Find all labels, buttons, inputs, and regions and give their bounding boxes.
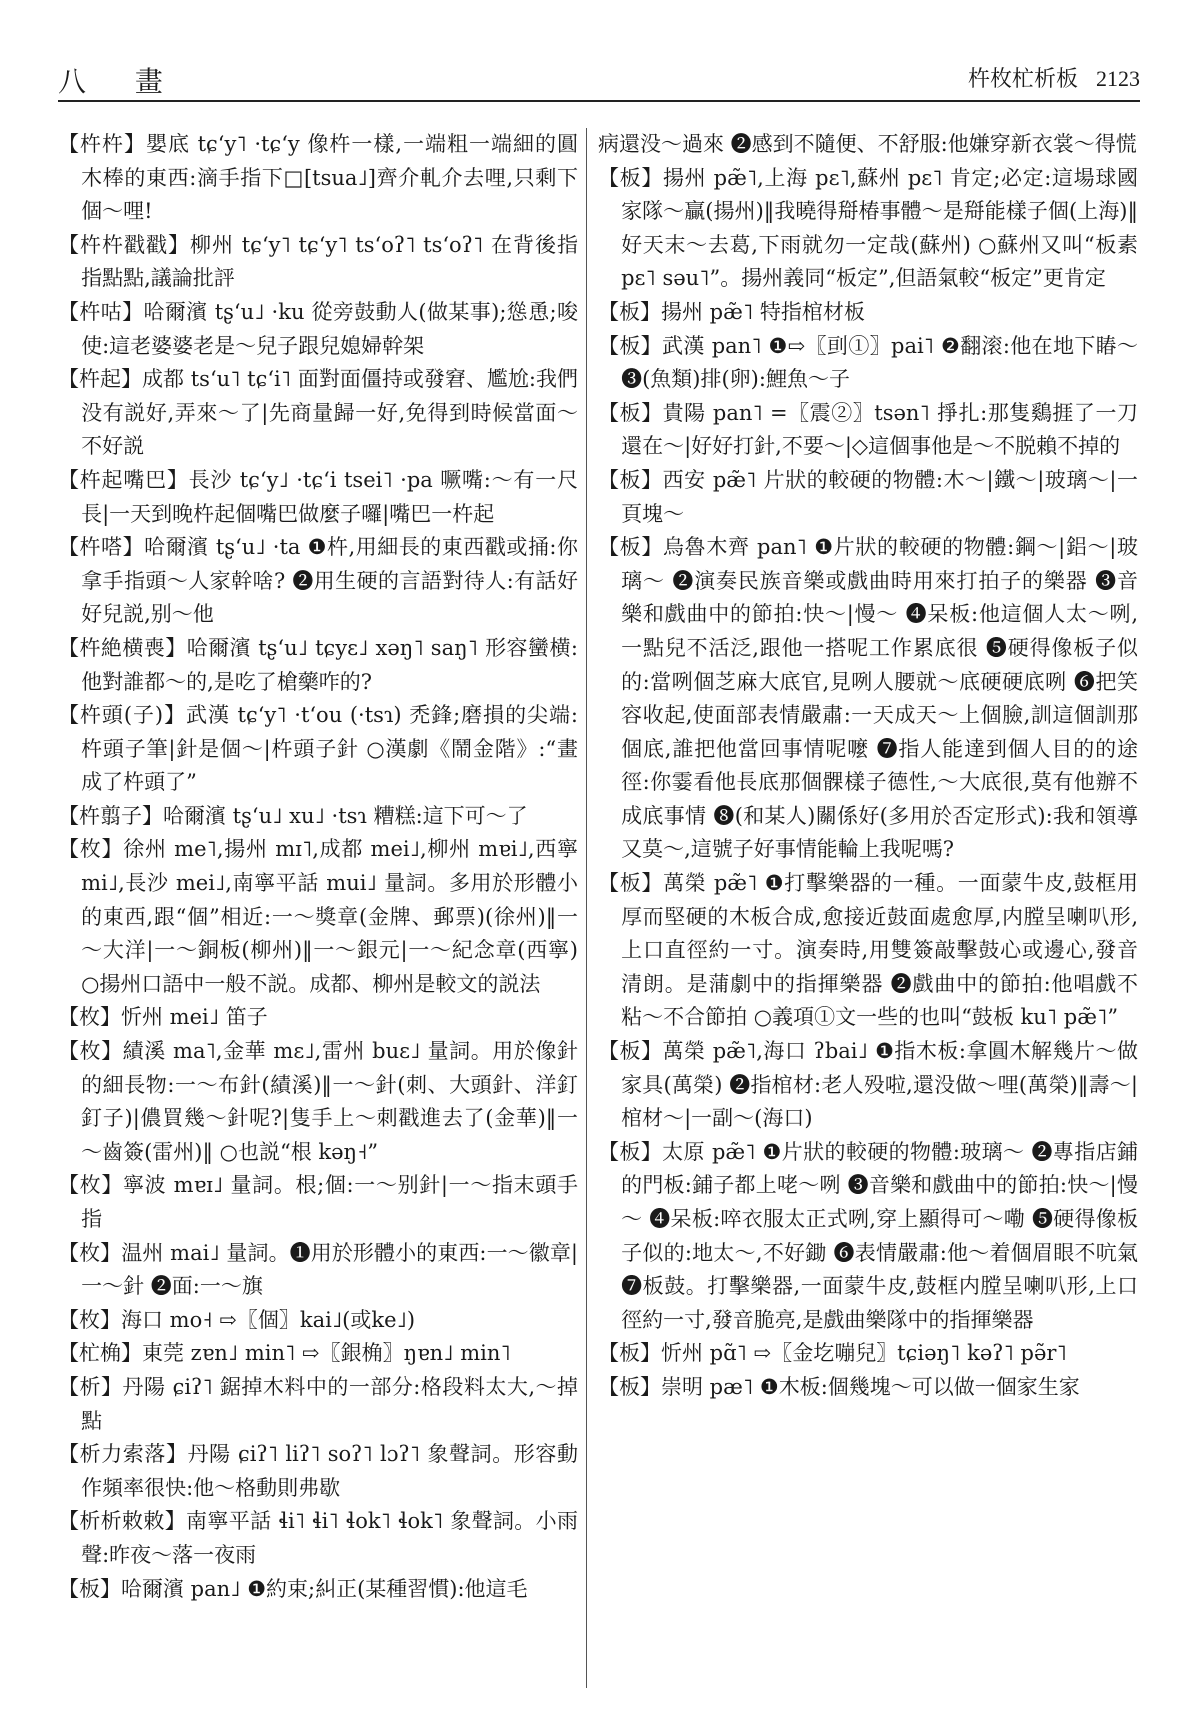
dictionary-entry: 【板】揚州 pæ̃˥,上海 pɛ˥,蘇州 pɛ˥ 肯定;必定:這場球國家隊～贏(揚州)‖我曉得搿椿事體～是搿能樣子個(上海)‖好天末～去葛,下雨就勿一定哉(蘇州) ○蘇州又叫“板素 pɛ˥ səu˥”。揚州義同“板定”,但語氣較“板定”更肯定 xyxy=(598,165,1138,291)
dictionary-entry: 【枚】海口 mo˧ ⇨〖個〗kai˩(或ke˩) xyxy=(58,1307,416,1332)
dictionary-entry: 【杵嗒】哈爾濱 tʂʻu˩ ·ta ❶杵,用細長的東西戳或捅:你拿手指頭～人家幹啥? ❷用生硬的言語對待人:有話好好兒説,别～他 xyxy=(58,535,578,627)
dictionary-entry: 【析力索落】丹陽 ɕiʔ˥ liʔ˥ soʔ˥ lɔʔ˥ 象聲詞。形容動作頻率很快:他～格動則弗歇 xyxy=(58,1442,578,1500)
dictionary-entry: 【枚】徐州 me˥,揚州 mɪ˥,成都 mei˩,柳州 mɐi˩,西寧 mi˩,長沙 mei˩,南寧平話 mui˩ 量詞。多用於形體小的東西,跟“個”相近:一～獎章(金牌、郵票)(徐州)‖一～大洋|一～銅板(柳州)‖一～銀元|一～紀念章(西寧) ○揚州口語中一般不説。成都、柳州是較文的説法 xyxy=(58,837,578,996)
dictionary-entry: 【枚】温州 mai˩ 量詞。❶用於形體小的東西:一～徽章|一～針 ❷面:一～旗 xyxy=(58,1240,578,1299)
dictionary-entry: 【板】貴陽 pan˥ =〖震②〗tsən˥ 掙扎:那隻鷄捱了一刀還在～|好好打針,不要～|◇這個事他是～不脱賴不掉的 xyxy=(598,400,1138,459)
dictionary-entry: 【板】萬榮 pæ̃˥ ❶打擊樂器的一種。一面蒙牛皮,鼓框用厚而堅硬的木板合成,愈接近鼓面處愈厚,内膛呈喇叭形,上口直徑約一寸。演奏時,用雙簽敲擊鼓心或邊心,發音清朗。是蒲劇中的指揮樂器 ❷戲曲中的節拍:他唱戲不粘～不合節拍 ○義項①文一些的也叫“鼓板 ku˥ pæ̃˥” xyxy=(598,871,1138,1030)
dictionary-entry: 【杵翦子】哈爾濱 tʂʻu˩ xu˩ ·tsɿ 糟糕:這下可～了 xyxy=(58,803,528,828)
dictionary-entry: 【板】西安 pæ̃˥ 片狀的較硬的物體:木～|鐵～|玻璃～|一頁塊～ xyxy=(598,467,1138,526)
dictionary-entry: 【杵絶横喪】哈爾濱 tʂʻu˩ tɕyɛ˩ xəŋ˥ saŋ˥ 形容蠻横:他對誰都～的,是吃了槍藥咋的? xyxy=(58,635,578,694)
dictionary-entry: 【杵杵戳戳】柳州 tɕʻy˥ tɕʻy˥ tsʻoʔ˥ tsʻoʔ˥ 在背後指指點點,議論批評 xyxy=(58,232,578,291)
dictionary-entry: 【析】丹陽 ɕiʔ˥ 鋸掉木料中的一部分:格段料太大,～掉點 xyxy=(58,1374,578,1433)
dictionary-entry: 【板】崇明 pæ˥ ❶木板:個幾塊～可以做一個家生家 xyxy=(598,1374,1080,1399)
dictionary-entry: 【板】武漢 pan˥ ❶⇨〖刯①〗pai˥ ❷翻滚:他在地下睶～ ❸(魚類)排(卵):鯉魚～子 xyxy=(598,333,1138,392)
dictionary-entry: 【杵起】成都 tsʻu˥ tɕʻi˥ 面對面僵持或發窘、尷尬:我們没有説好,弄來～了|先商量歸一好,免得到時候當面～不好説 xyxy=(58,367,578,459)
dictionary-entry: 【枚】忻州 mei˩ 笛子 xyxy=(58,1005,268,1030)
dictionary-entry: 【枚】寧波 mɐɪ˩ 量詞。根;個:一～别針|一～指末頭手指 xyxy=(58,1173,578,1231)
right-column xyxy=(598,128,1138,1708)
dictionary-entry: 病還没～過來 ❷感到不隨便、不舒服:他嫌穿新衣裳～得慌 xyxy=(598,132,1137,156)
dictionary-entry: 【板】萬榮 pæ̃˥,海口 ʔbai˩ ❶指木板:拿圓木解幾片～做家具(萬榮) ❷指棺材:老人殁啦,還没做～哩(萬榮)‖壽～|棺材～|一副～(海口) xyxy=(598,1039,1138,1131)
dictionary-entry: 【杵咕】哈爾濱 tʂʻu˩ ·ku 從旁鼓動人(做某事);慫恿;唆使:這老婆婆老是～兒子跟兒媳婦幹架 xyxy=(58,299,578,358)
column-divider xyxy=(586,128,587,1688)
headwords: 杵枚杧析板 xyxy=(967,67,1078,92)
dictionary-entry: 【杧桷】東莞 zɐn˩ min˥ ⇨〖銀桷〗ŋɐn˩ min˥ xyxy=(58,1341,511,1366)
dictionary-entry: 【杵起嘴巴】長沙 tɕʻy˩ ·tɕʻi tsei˥ ·pa 噘嘴:～有一尺長|一天到晚杵起個嘴巴做麼子囉|嘴巴一杵起 xyxy=(58,467,578,526)
section-title: 八 畫 xyxy=(58,65,183,98)
page-number: 2123 xyxy=(1096,66,1140,91)
dictionary-entry: 【板】烏魯木齊 pan˥ ❶片狀的較硬的物體:鋼～|鋁～|玻璃～ ❷演奏民族音樂或戲曲時用來打拍子的樂器 ❸音樂和戲曲中的節拍:快～|慢～ ❹呆板:他這個人太～咧,一點兒不活泛,跟他一搭呢工作累底很 ❺硬得像板子似的:當咧個芝麻大底官,見咧人腰就～底硬硬底咧 ❻把笑容收起,使面部表情嚴肅:一天成天～上個臉,訓這個訓那個底,誰把他當回事情呢嚒 ❼指人能達到個人目的的途徑:你霎看他長底那個髁樣子德性,～大底很,莫有他辦不成底事情 ❽(和某人)關係好(多用於否定形式):我和領導又莫～,這號子好事情能輪上我呢嗎? xyxy=(598,535,1138,862)
dictionary-entry: 【板】哈爾濱 pan˩ ❶約束;糾正(某種習慣):他這毛 xyxy=(58,1576,528,1601)
dictionary-entry: 【杵頭(子)】武漢 tɕʻy˥ ·tʻou (·tsɿ) 禿鋒;磨損的尖端:杵頭子筆|針是個～|杵頭子針 ○漢劇《鬧金階》:“畫成了杵頭了” xyxy=(58,703,578,795)
dictionary-entry: 【板】忻州 pɑ̃˥ ⇨〖金圪嘣兒〗tɕiəŋ˥ kəʔ˥ pə̃r˥ xyxy=(598,1341,1067,1366)
left-column xyxy=(58,128,578,1708)
dictionary-entry: 【枚】績溪 ma˥,金華 mɛ˩,雷州 buɛ˩ 量詞。用於像針的細長物:一～布針(績溪)‖一～針(刺、大頭針、洋釘釘子)|儂買幾～針呢?|隻手上～刺戳進去了(金華)‖一～齒簽(雷州)‖ ○也説“根 kəŋ˧” xyxy=(58,1039,578,1164)
running-head xyxy=(968,62,1140,93)
page-header xyxy=(58,52,1140,102)
dictionary-entry: 【板】太原 pæ̃˥ ❶片狀的較硬的物體:玻璃～ ❷專指店鋪的門板:鋪子都上咾～咧 ❸音樂和戲曲中的節拍:快～|慢～ ❹呆板:啐衣服太正式咧,穿上顯得可～嘞 ❺硬得像板子似的:地太～,不好鋤 ❻表情嚴肅:他～着個眉眼不吭氣 ❼板鼓。打擊樂器,一面蒙牛皮,鼓框内膛呈喇叭形,上口徑約一寸,發音脆亮,是戲曲樂隊中的指揮樂器 xyxy=(598,1139,1138,1332)
dictionary-entry: 【板】揚州 pæ̃˥ 特指棺材板 xyxy=(598,299,865,324)
dictionary-entry: 【析析敕敕】南寧平話 ɬi˥ ɬi˥ ɬok˥ ɬok˥ 象聲詞。小雨聲:昨夜～落一夜雨 xyxy=(58,1509,578,1567)
dictionary-entry: 【杵杵】嬰底 tɕʻy˥ ·tɕʻy 像杵一樣,一端粗一端細的圓木棒的東西:滴手指下□[tsua˩]齊介軋介去哩,只剩下個～哩! xyxy=(58,132,578,224)
